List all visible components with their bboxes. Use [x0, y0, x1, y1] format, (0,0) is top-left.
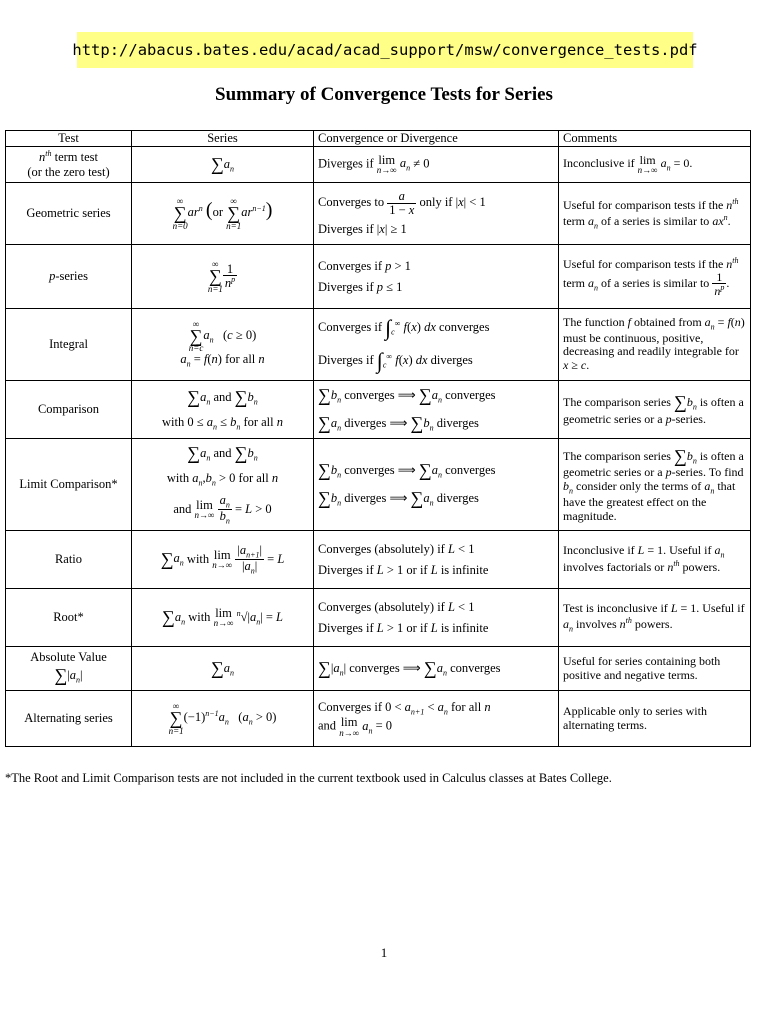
table-row: [6, 439, 751, 531]
convergence-cell: Converges (absolutely) if L < 1 Diverges if L > 1 or if L is infinite: [314, 589, 559, 647]
convergence-tests-table: [5, 130, 751, 747]
comments-cell: The comparison series $\sum b_n$ is often a geometric series or a p-series.: [559, 381, 751, 439]
test-name-cell: $n^{th}$ term test (or the zero test): [6, 147, 132, 183]
convergence-cell: Converges (absolutely) if L < 1 Diverges if L > 1 or if L is infinite: [314, 531, 559, 589]
series-cell: $\sum a_n$: [132, 647, 314, 691]
series-cell: $\sum a_n$ and $\sum b_n$ with $a_n,b_n > 0$ for all n and lim n→∞ $\frac{a_n}{b_n}$ = L > 0: [132, 439, 314, 531]
table-row: [6, 245, 751, 309]
convergence-cell: Converges if $0 < a_{n+1} < a_n$ for all n and lim n→∞ $a_n = 0$: [314, 691, 559, 747]
table-header-row: [6, 131, 751, 147]
comments-cell: The function f obtained from $a_n = f(n)$ must be continuous, positive, decreasing and readily integrable for x ≥ c.: [559, 309, 751, 381]
page-number: 1: [380, 945, 388, 960]
convergence-cell: $\sum|a_n|$ converges ⟹ $\sum a_n$ converges: [314, 647, 559, 691]
header-comments: Comments: [559, 131, 751, 147]
test-name-cell: Ratio: [6, 531, 132, 589]
header-convergence: Convergence or Divergence: [314, 131, 559, 147]
series-cell: $\sum a_n$ with lim n→∞ $^n√|a_n| = L$: [132, 589, 314, 647]
footnote: *The Root and Limit Comparison tests are not included in the current textbook used in Calculus classes at Bates College.: [5, 771, 612, 785]
convergence-cell: Converges if p > 1 Diverges if p ≤ 1: [314, 245, 559, 309]
series-cell: $\sum a_n$ and $\sum b_n$ with $0 \le a_n \le b_n$ for all n: [132, 381, 314, 439]
table-row: [6, 691, 751, 747]
table-row: [6, 647, 751, 691]
url-text: http://abacus.bates.edu/acad/acad_support/msw/convergence_tests.pdf: [72, 41, 698, 59]
convergence-cell: Converges to $\frac{a}{1 - x}$ only if |x| < 1 Diverges if |x| ≥ 1: [314, 183, 559, 245]
header-test: Test: [6, 131, 132, 147]
table-row: [6, 531, 751, 589]
page-title: Summary of Convergence Tests for Series: [215, 84, 553, 105]
series-cell: ∞ ∑ n=0 $ar^n$ (or ∞ ∑ n=1 $ar^{n-1}$): [132, 183, 314, 245]
test-name-cell: Alternating series: [6, 691, 132, 747]
series-cell: ∞ ∑ n=1 $\frac{1}{n^p}$: [132, 245, 314, 309]
table-row: [6, 381, 751, 439]
table-row: [6, 147, 751, 183]
comments-cell: Useful for comparison tests if the $n^{th}$ term $a_n$ of a series is similar to $\frac{1}{n^p}$ .: [559, 245, 751, 309]
test-name-cell: p-series: [6, 245, 132, 309]
series-cell: $\sum a_n$: [132, 147, 314, 183]
series-cell: ∞ ∑ n=c $a_n$ (c ≥ 0) $a_n = f(n)$ for all n: [132, 309, 314, 381]
test-name-cell: Absolute Value $\sum|a_n|$: [6, 647, 132, 691]
comments-cell: Test is inconclusive if L = 1. Useful if $a_n$ involves $n^{th}$ powers.: [559, 589, 751, 647]
url-banner: [72, 32, 698, 68]
convergence-cell: Diverges if lim n→∞ $a_n \ne 0$: [314, 147, 559, 183]
test-name-cell: Root*: [6, 589, 132, 647]
series-cell: ∞ ∑ n=1 $(-1)^{n-1}a_n$ $(a_n > 0)$: [132, 691, 314, 747]
table-row: [6, 589, 751, 647]
test-name-cell: Limit Comparison*: [6, 439, 132, 531]
test-name-cell: Geometric series: [6, 183, 132, 245]
test-name-cell: Integral: [6, 309, 132, 381]
convergence-cell: $\sum b_n$ converges ⟹ $\sum a_n$ converges $\sum a_n$ diverges ⟹ $\sum b_n$ diverges: [314, 381, 559, 439]
convergence-cell: $\sum b_n$ converges ⟹ $\sum a_n$ converges $\sum b_n$ diverges ⟹ $\sum a_n$ diverges: [314, 439, 559, 531]
series-cell: $\sum a_n$ with lim n→∞ $\frac{|a_{n+1}|}{|a_n|}$ = L: [132, 531, 314, 589]
table-row: [6, 309, 751, 381]
test-name-cell: Comparison: [6, 381, 132, 439]
comments-cell: Applicable only to series with alternating terms.: [559, 691, 751, 747]
comments-cell: Inconclusive if L = 1. Useful if $a_n$ involves factorials or $n^{th}$ powers.: [559, 531, 751, 589]
convergence-cell: Converges if $\int_c^\infty$ f(x) dx converges Diverges if $\int_c^\infty$ f(x) dx diverges: [314, 309, 559, 381]
table-row: [6, 183, 751, 245]
comments-cell: Useful for comparison tests if the $n^{th}$ term $a_n$ of a series is similar to $ax^n$.: [559, 183, 751, 245]
comments-cell: Inconclusive if lim n→∞ $a_n = 0$.: [559, 147, 751, 183]
header-series: Series: [132, 131, 314, 147]
comments-cell: Useful for series containing both positive and negative terms.: [559, 647, 751, 691]
comments-cell: The comparison series $\sum b_n$ is often a geometric series or a p-series. To find $b_n$ consider only the terms of $a_n$ that have the greatest effect on the magnitude.: [559, 439, 751, 531]
